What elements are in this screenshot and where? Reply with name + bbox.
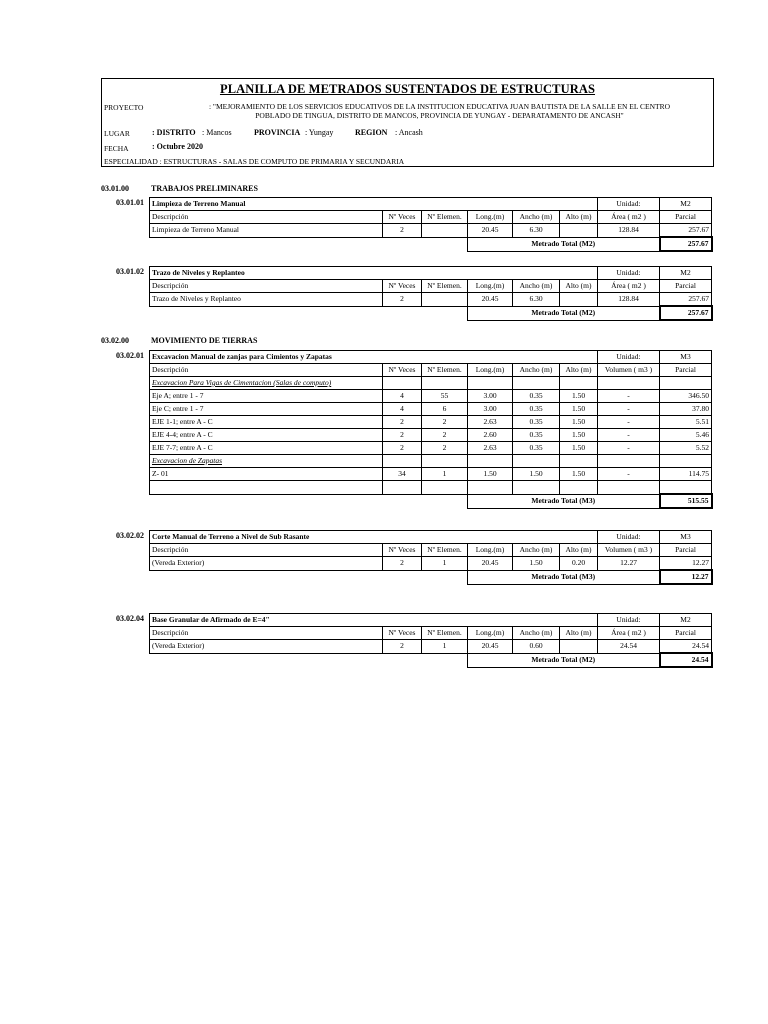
column-header-row — [150, 211, 712, 224]
cell-elementos: 1 — [422, 640, 468, 654]
project-name-line1: : "MEJORAMIENTO DE LOS SERVICIOS EDUCATIVOS DE LA INSTITUCION EDUCATIVA JUAN BAUTISTA DE LA SALLE EN EL CENTRO — [208, 102, 671, 111]
cell-veces: 2 — [383, 429, 422, 442]
table-row — [150, 403, 712, 416]
col-veces: Nº Veces — [383, 544, 422, 557]
col-ancho: Ancho (m) — [513, 280, 560, 293]
subheading-row — [150, 455, 712, 468]
distrito-label: : DISTRITO — [152, 128, 196, 137]
total-label: Metrado Total (M2) — [468, 653, 660, 667]
subheading-zapatas: Excavacion de Zapatas — [150, 455, 383, 468]
unit-value: M3 — [660, 351, 712, 364]
lugar-label: LUGAR — [104, 129, 130, 138]
cell-alto — [560, 224, 598, 238]
item-code: 03.01.01 — [116, 198, 144, 207]
cell-elementos: 2 — [422, 442, 468, 455]
col-parcial: Parcial — [660, 280, 712, 293]
total-label: Metrado Total (M3) — [468, 570, 660, 584]
cell-alto: 0.20 — [560, 557, 598, 571]
cell-volumen: - — [598, 442, 660, 455]
cell-ancho: 0.35 — [513, 416, 560, 429]
item-title: Excavacion Manual de zanjas para Cimientos y Zapatas — [150, 351, 598, 364]
table-row — [150, 557, 712, 571]
cell-parcial: 24.54 — [660, 640, 712, 654]
total-row — [150, 653, 712, 667]
col-long: Long.(m) — [468, 627, 513, 640]
cell-descripcion: EJE 1-1; entre A - C — [150, 416, 383, 429]
cell-ancho: 0.60 — [513, 640, 560, 654]
col-parcial: Parcial — [660, 364, 712, 377]
cell-long: 3.00 — [468, 403, 513, 416]
table-row — [150, 390, 712, 403]
cell-ancho: 1.50 — [513, 468, 560, 481]
item-code: 03.02.04 — [116, 614, 144, 623]
cell-veces: 34 — [383, 468, 422, 481]
col-volumen: Volumen ( m3 ) — [598, 364, 660, 377]
region-label: REGION — [355, 128, 388, 137]
col-elementos: Nº Elemen. — [422, 280, 468, 293]
total-value: 24.54 — [660, 653, 712, 667]
cell-parcial: 5.46 — [660, 429, 712, 442]
cell-descripcion: Eje A; entre 1 - 7 — [150, 390, 383, 403]
table-title-row — [150, 531, 712, 544]
col-elementos: Nº Elemen. — [422, 364, 468, 377]
cell-long: 2.63 — [468, 442, 513, 455]
col-elementos: Nº Elemen. — [422, 627, 468, 640]
cell-volumen: - — [598, 468, 660, 481]
table-row — [150, 442, 712, 455]
document-title: PLANILLA DE METRADOS SUSTENTADOS DE ESTRUCTURAS — [219, 82, 596, 96]
col-area: Área ( m2 ) — [598, 211, 660, 224]
item-title: Base Granular de Afirmado de E=4" — [150, 614, 598, 627]
total-row — [150, 237, 712, 251]
cell-parcial: 5.52 — [660, 442, 712, 455]
cell-ancho: 0.35 — [513, 442, 560, 455]
item-code: 03.01.02 — [116, 267, 144, 276]
cell-elementos: 1 — [422, 557, 468, 571]
cell-elementos: 2 — [422, 416, 468, 429]
table-row — [150, 416, 712, 429]
cell-veces: 2 — [383, 293, 422, 307]
cell-parcial: 257.67 — [660, 224, 712, 238]
col-alto: Alto (m) — [560, 627, 598, 640]
unit-value: M2 — [660, 267, 712, 280]
cell-area: 128.84 — [598, 224, 660, 238]
region-value: : Ancash — [395, 128, 423, 137]
column-header-row — [150, 544, 712, 557]
col-ancho: Ancho (m) — [513, 627, 560, 640]
unit-value: M2 — [660, 614, 712, 627]
total-value: 257.67 — [660, 237, 712, 251]
col-descripcion: Descripción — [150, 211, 383, 224]
col-ancho: Ancho (m) — [513, 364, 560, 377]
col-long: Long.(m) — [468, 211, 513, 224]
cell-parcial: 114.75 — [660, 468, 712, 481]
col-descripcion: Descripción — [150, 280, 383, 293]
cell-long: 2.60 — [468, 429, 513, 442]
unit-label: Unidad: — [598, 531, 660, 544]
proyecto-label: PROYECTO — [104, 103, 144, 112]
cell-long: 20.45 — [468, 640, 513, 654]
col-parcial: Parcial — [660, 627, 712, 640]
unit-label: Unidad: — [598, 614, 660, 627]
cell-ancho: 1.50 — [513, 557, 560, 571]
cell-alto: 1.50 — [560, 416, 598, 429]
provincia-value: : Yungay — [305, 128, 334, 137]
cell-volumen: 12.27 — [598, 557, 660, 571]
cell-ancho: 6.30 — [513, 293, 560, 307]
cell-parcial: 346.50 — [660, 390, 712, 403]
section-title: MOVIMIENTO DE TIERRAS — [151, 336, 258, 345]
cell-parcial: 5.51 — [660, 416, 712, 429]
total-label: Metrado Total (M3) — [468, 494, 660, 508]
item-title: Corte Manual de Terreno a Nivel de Sub Rasante — [150, 531, 598, 544]
column-header-row — [150, 280, 712, 293]
cell-parcial: 12.27 — [660, 557, 712, 571]
especialidad: ESPECIALIDAD : ESTRUCTURAS - SALAS DE COMPUTO DE PRIMARIA Y SECUNDARIA — [104, 157, 405, 166]
col-long: Long.(m) — [468, 280, 513, 293]
col-descripcion: Descripción — [150, 627, 383, 640]
unit-label: Unidad: — [598, 351, 660, 364]
cell-descripcion: EJE 7-7; entre A - C — [150, 442, 383, 455]
cell-veces: 2 — [383, 557, 422, 571]
col-descripcion: Descripción — [150, 364, 383, 377]
cell-ancho: 0.35 — [513, 390, 560, 403]
cell-volumen: - — [598, 390, 660, 403]
cell-descripcion: (Vereda Exterior) — [150, 557, 383, 571]
cell-elementos: 6 — [422, 403, 468, 416]
subheading-row — [150, 377, 712, 390]
cell-descripcion: (Vereda Exterior) — [150, 640, 383, 654]
cell-descripcion: Z- 01 — [150, 468, 383, 481]
cell-alto — [560, 293, 598, 307]
table-row — [150, 640, 712, 654]
cell-descripcion: Eje C; entre 1 - 7 — [150, 403, 383, 416]
cell-ancho: 0.35 — [513, 403, 560, 416]
col-ancho: Ancho (m) — [513, 211, 560, 224]
cell-long: 3.00 — [468, 390, 513, 403]
col-alto: Alto (m) — [560, 364, 598, 377]
item-code: 03.02.02 — [116, 531, 144, 540]
cell-alto: 1.50 — [560, 442, 598, 455]
metrado-table-corte — [149, 530, 713, 585]
col-descripcion: Descripción — [150, 544, 383, 557]
table-row — [150, 293, 712, 307]
cell-alto: 1.50 — [560, 429, 598, 442]
cell-parcial: 257.67 — [660, 293, 712, 307]
cell-area: 24.54 — [598, 640, 660, 654]
total-value: 257.67 — [660, 306, 712, 320]
col-veces: Nº Veces — [383, 627, 422, 640]
section-code: 03.01.00 — [101, 184, 129, 193]
table-title-row — [150, 267, 712, 280]
col-long: Long.(m) — [468, 364, 513, 377]
cell-elementos — [422, 224, 468, 238]
section-title: TRABAJOS PRELIMINARES — [151, 184, 258, 193]
col-veces: Nº Veces — [383, 280, 422, 293]
cell-elementos: 1 — [422, 468, 468, 481]
col-area: Área ( m2 ) — [598, 280, 660, 293]
cell-long: 20.45 — [468, 224, 513, 238]
fecha-value: : Octubre 2020 — [152, 142, 203, 151]
col-ancho: Ancho (m) — [513, 544, 560, 557]
cell-veces: 2 — [383, 640, 422, 654]
table-row — [150, 224, 712, 238]
item-title: Limpieza de Terreno Manual — [150, 198, 598, 211]
col-volumen: Volumen ( m3 ) — [598, 544, 660, 557]
total-label: Metrado Total (M2) — [468, 306, 660, 320]
cell-parcial: 37.80 — [660, 403, 712, 416]
unit-value: M3 — [660, 531, 712, 544]
subheading-vigas: Excavacion Para Vigas de Cimentacion (Salas de computo) — [150, 377, 383, 390]
distrito-value: : Mancos — [202, 128, 232, 137]
empty-row — [150, 481, 712, 495]
cell-veces: 2 — [383, 442, 422, 455]
col-parcial: Parcial — [660, 544, 712, 557]
cell-veces: 4 — [383, 390, 422, 403]
table-row — [150, 468, 712, 481]
metrado-table-excavacion — [149, 350, 713, 509]
cell-ancho: 6.30 — [513, 224, 560, 238]
cell-alto: 1.50 — [560, 468, 598, 481]
cell-ancho: 0.35 — [513, 429, 560, 442]
provincia-label: PROVINCIA — [254, 128, 301, 137]
table-row — [150, 429, 712, 442]
table-title-row — [150, 198, 712, 211]
metrado-table-base-granular — [149, 613, 713, 668]
cell-elementos — [422, 293, 468, 307]
cell-alto: 1.50 — [560, 403, 598, 416]
unit-label: Unidad: — [598, 267, 660, 280]
item-code: 03.02.01 — [116, 351, 144, 360]
project-header — [101, 78, 714, 167]
cell-long: 20.45 — [468, 293, 513, 307]
unit-label: Unidad: — [598, 198, 660, 211]
cell-veces: 2 — [383, 224, 422, 238]
cell-volumen: - — [598, 429, 660, 442]
col-long: Long.(m) — [468, 544, 513, 557]
col-alto: Alto (m) — [560, 280, 598, 293]
cell-volumen: - — [598, 416, 660, 429]
total-row — [150, 570, 712, 584]
col-veces: Nº Veces — [383, 364, 422, 377]
col-alto: Alto (m) — [560, 211, 598, 224]
col-elementos: Nº Elemen. — [422, 544, 468, 557]
metrado-table-trazo — [149, 266, 713, 321]
table-title-row — [150, 351, 712, 364]
cell-elementos: 55 — [422, 390, 468, 403]
column-header-row — [150, 364, 712, 377]
item-title: Trazo de Niveles y Replanteo — [150, 267, 598, 280]
cell-area: 128.84 — [598, 293, 660, 307]
cell-descripcion: Trazo de Niveles y Replanteo — [150, 293, 383, 307]
col-parcial: Parcial — [660, 211, 712, 224]
col-elementos: Nº Elemen. — [422, 211, 468, 224]
cell-long: 2.63 — [468, 416, 513, 429]
fecha-label: FECHA — [104, 144, 129, 153]
cell-elementos: 2 — [422, 429, 468, 442]
unit-value: M2 — [660, 198, 712, 211]
col-alto: Alto (m) — [560, 544, 598, 557]
cell-long: 20.45 — [468, 557, 513, 571]
col-area: Área ( m2 ) — [598, 627, 660, 640]
section-code: 03.02.00 — [101, 336, 129, 345]
cell-alto: 1.50 — [560, 390, 598, 403]
column-header-row — [150, 627, 712, 640]
cell-veces: 2 — [383, 416, 422, 429]
col-veces: Nº Veces — [383, 211, 422, 224]
metrado-table-limpieza — [149, 197, 713, 252]
cell-long: 1.50 — [468, 468, 513, 481]
project-name — [167, 102, 712, 120]
cell-descripcion: EJE 4-4; entre A - C — [150, 429, 383, 442]
table-title-row — [150, 614, 712, 627]
cell-veces: 4 — [383, 403, 422, 416]
cell-alto — [560, 640, 598, 654]
cell-volumen: - — [598, 403, 660, 416]
total-row — [150, 494, 712, 508]
project-name-line2: POBLADO DE TINGUA, DISTRITO DE MANCOS, PROVINCIA DE YUNGAY - DEPARATAMENTO DE ANCASH" — [255, 111, 624, 120]
total-value: 12.27 — [660, 570, 712, 584]
cell-descripcion: Limpieza de Terreno Manual — [150, 224, 383, 238]
total-value: 515.55 — [660, 494, 712, 508]
total-row — [150, 306, 712, 320]
total-label: Metrado Total (M2) — [468, 237, 660, 251]
